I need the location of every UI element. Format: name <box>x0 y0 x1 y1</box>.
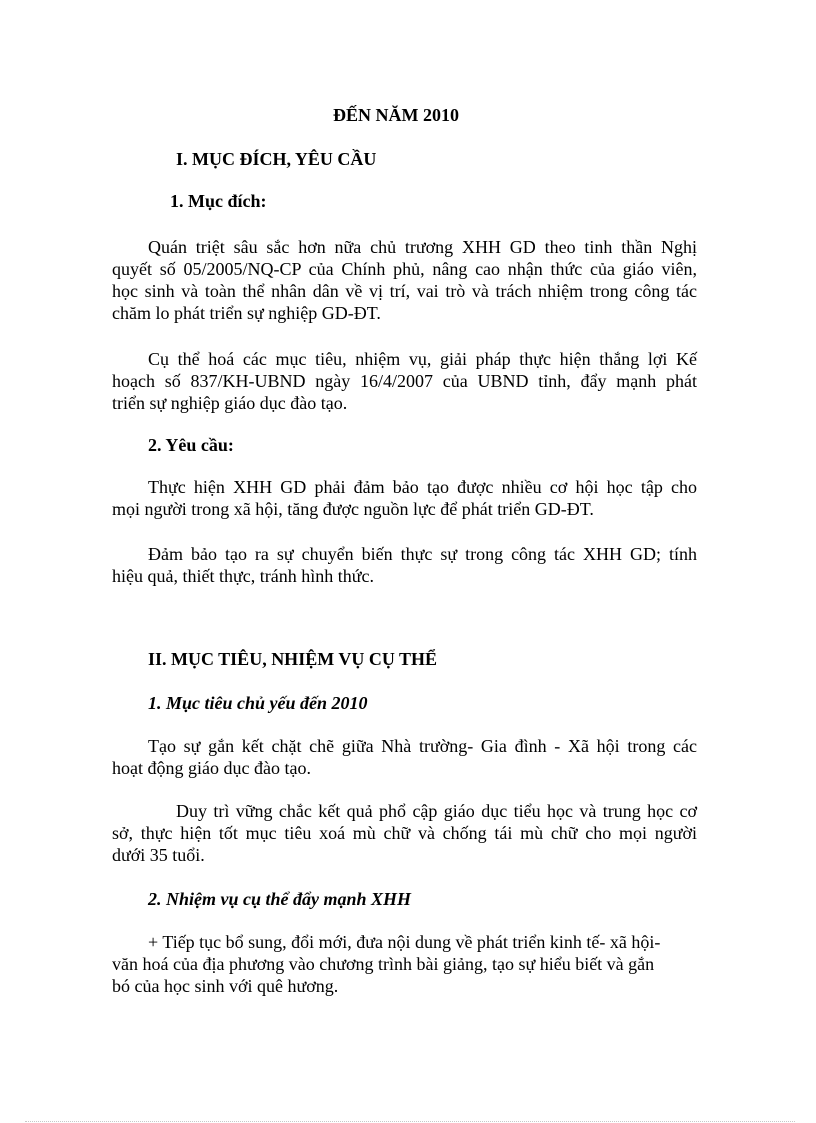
paragraph-line: văn hoá của địa phương vào chương trình bài giảng, tạo sự hiểu biết và gắn <box>112 954 655 974</box>
paragraph-line: bó của học sinh với quê hương. <box>112 976 339 996</box>
paragraph-line: Quán triệt sâu sắc hơn nữa chủ trương XHH GD theo tinh thần Nghị <box>148 237 697 257</box>
section-1-heading: I. MỤC ĐÍCH, YÊU CẦU <box>176 149 377 169</box>
paragraph-line: quyết số 05/2005/NQ-CP của Chính phủ, nâng cao nhận thức của giáo viên, <box>112 259 697 279</box>
paragraph-line: hoạt động giáo dục đào tạo. <box>112 758 311 778</box>
paragraph-line: dưới 35 tuổi. <box>112 845 205 865</box>
section-1-1-heading: 1. Mục đích: <box>170 191 267 211</box>
paragraph-line: hiệu quả, thiết thực, tránh hình thức. <box>112 566 374 586</box>
paragraph-line: chăm lo phát triển sự nghiệp GD-ĐT. <box>112 303 381 323</box>
paragraph-line: sở, thực hiện tốt mục tiêu xoá mù chữ và chống tái mù chữ cho mọi người <box>112 823 697 843</box>
section-2-2-heading: 2. Nhiệm vụ cụ thể đẩy mạnh XHH <box>148 889 412 909</box>
paragraph-line: triển sự nghiệp giáo dục đào tạo. <box>112 393 348 413</box>
paragraph-line: hoạch số 837/KH-UBND ngày 16/4/2007 của UBND tỉnh, đẩy mạnh phát <box>112 371 697 391</box>
page-bottom-rule <box>25 1121 795 1122</box>
paragraph-line: Thực hiện XHH GD phải đảm bảo tạo được nhiều cơ hội học tập cho <box>148 477 697 497</box>
document-title: ĐẾN NĂM 2010 <box>333 105 459 125</box>
section-2-1-heading: 1. Mục tiêu chủ yếu đến 2010 <box>148 693 368 713</box>
paragraph-line: Duy trì vững chắc kết quả phổ cập giáo dục tiểu học và trung học cơ <box>176 801 697 821</box>
section-2-heading: II. MỤC TIÊU, NHIỆM VỤ CỤ THỂ <box>148 649 438 669</box>
paragraph-line: + Tiếp tục bổ sung, đổi mới, đưa nội dung về phát triển kinh tế- xã hội- <box>148 932 661 952</box>
paragraph-line: Cụ thể hoá các mục tiêu, nhiệm vụ, giải pháp thực hiện thắng lợi Kế <box>148 349 697 369</box>
paragraph-line: Tạo sự gắn kết chặt chẽ giữa Nhà trường- Gia đình - Xã hội trong các <box>148 736 697 756</box>
paragraph-line: Đảm bảo tạo ra sự chuyển biến thực sự trong công tác XHH GD; tính <box>148 544 697 564</box>
section-1-2-heading: 2. Yêu cầu: <box>148 435 234 455</box>
paragraph-line: mọi người trong xã hội, tăng được nguồn lực để phát triển GD-ĐT. <box>112 499 594 519</box>
paragraph-line: học sinh và toàn thể nhân dân về vị trí, vai trò và trách nhiệm trong công tác <box>112 281 697 301</box>
